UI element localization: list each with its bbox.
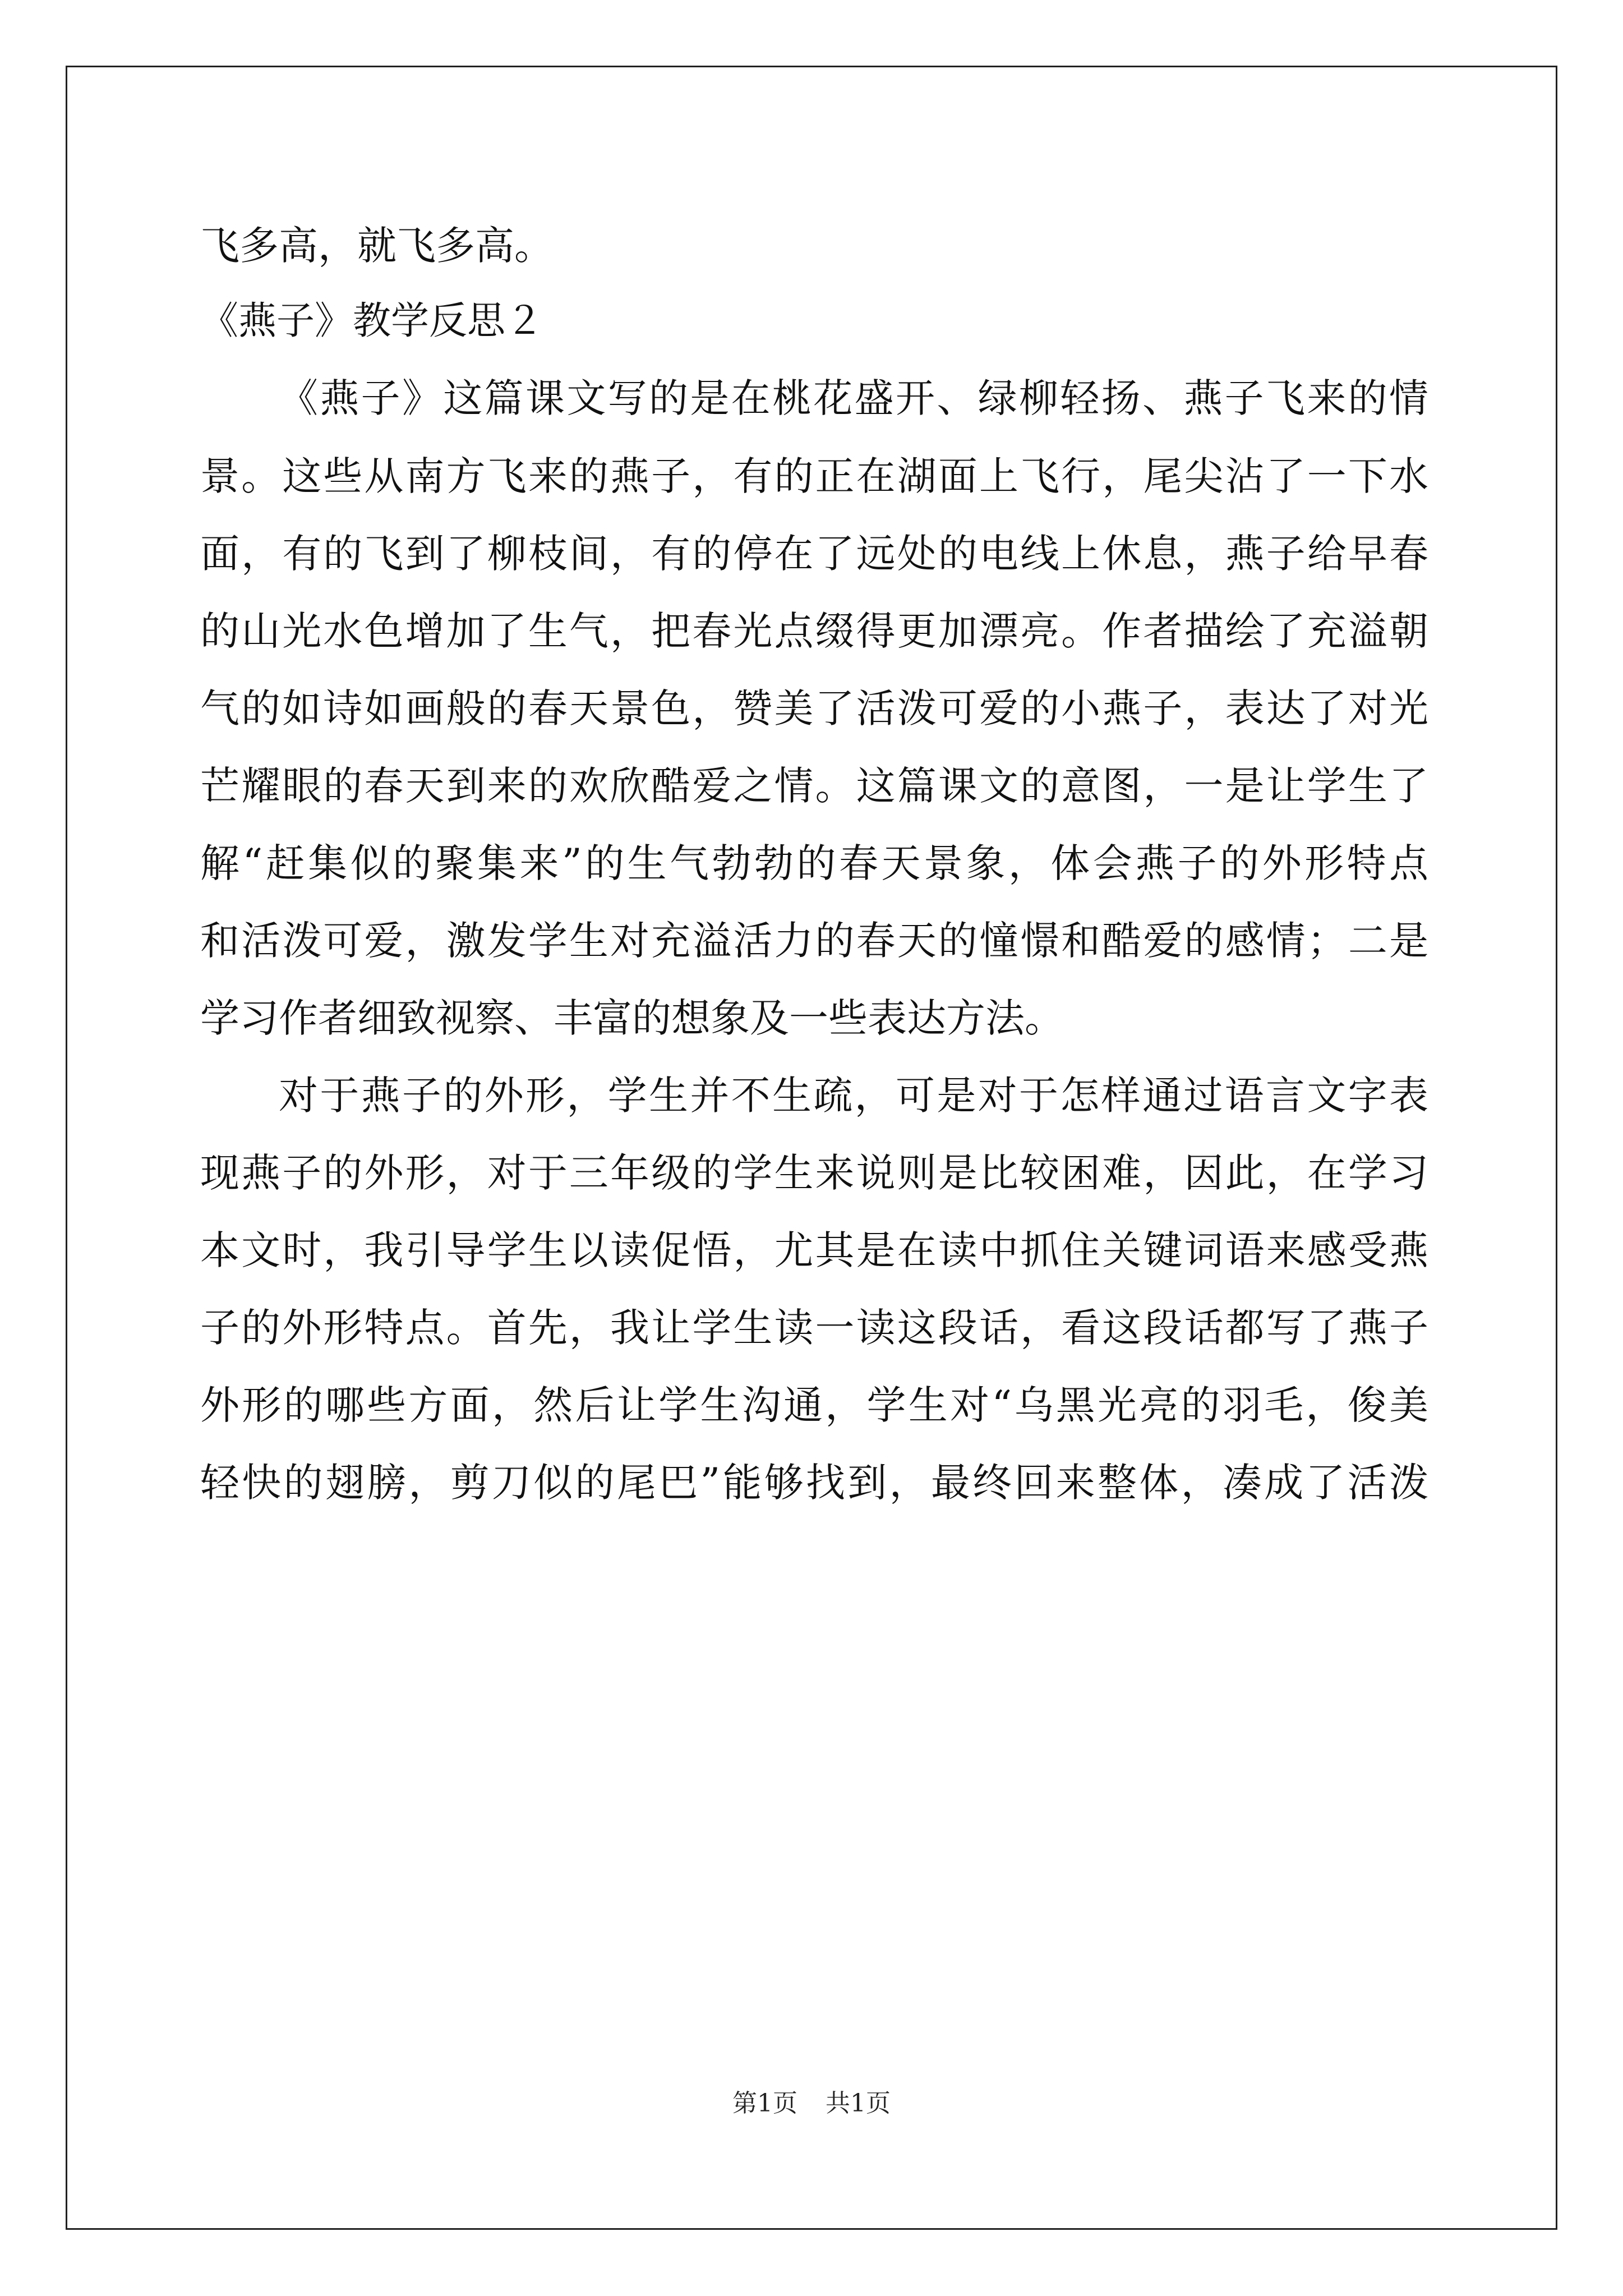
page-number: 第1页 [732, 2089, 797, 2118]
text-line: 对于燕子的外形，学生并不生疏，可是对于怎样通过语言文字表 [279, 1073, 1428, 1119]
text-line: 现燕子的外形，对于三年级的学生来说则是比较困难，因此，在学习 [200, 1150, 1428, 1196]
text-line: 气的如诗如画般的春天景色，赞美了活泼可爱的小燕子，表达了对光 [200, 685, 1428, 731]
text-line: 解“赶集似的聚集来”的生气勃勃的春天景象，体会燕子的外形特点 [200, 840, 1428, 886]
text-line: 飞多高，就飞多高。 [200, 223, 554, 269]
page-total: 共1页 [826, 2089, 891, 2118]
text-line: 的山光水色增加了生气，把春光点缀得更加漂亮。作者描绘了充溢朝 [200, 608, 1428, 654]
page-footer [0, 2087, 1623, 2120]
text-line: 《燕子》这篇课文写的是在桃花盛开、绿柳轻扬、燕子飞来的情 [279, 375, 1428, 421]
section-heading: 《燕子》教学反思２ [200, 299, 544, 343]
text-line: 景。这些从南方飞来的燕子，有的正在湖面上飞行，尾尖沾了一下水 [200, 453, 1428, 499]
text-line: 芒耀眼的春天到来的欢欣酷爱之情。这篇课文的意图，一是让学生了 [200, 763, 1428, 809]
text-line: 本文时，我引导学生以读促悟，尤其是在读中抓住关键词语来感受燕 [200, 1227, 1428, 1273]
text-line: 外形的哪些方面，然后让学生沟通，学生对“乌黑光亮的羽毛，俊美 [200, 1382, 1428, 1428]
text-line: 轻快的翅膀，剪刀似的尾巴”能够找到，最终回来整体，凑成了活泼 [200, 1460, 1428, 1506]
text-line: 面，有的飞到了柳枝间，有的停在了远处的电线上休息，燕子给早春 [200, 531, 1428, 577]
text-line: 和活泼可爱，激发学生对充溢活力的春天的憧憬和酷爱的感情；二是 [200, 918, 1428, 964]
text-line: 子的外形特点。首先，我让学生读一读这段话，看这段话都写了燕子 [200, 1305, 1428, 1351]
text-line: 学习作者细致视察、丰富的想象及一些表达方法。 [200, 995, 1064, 1041]
